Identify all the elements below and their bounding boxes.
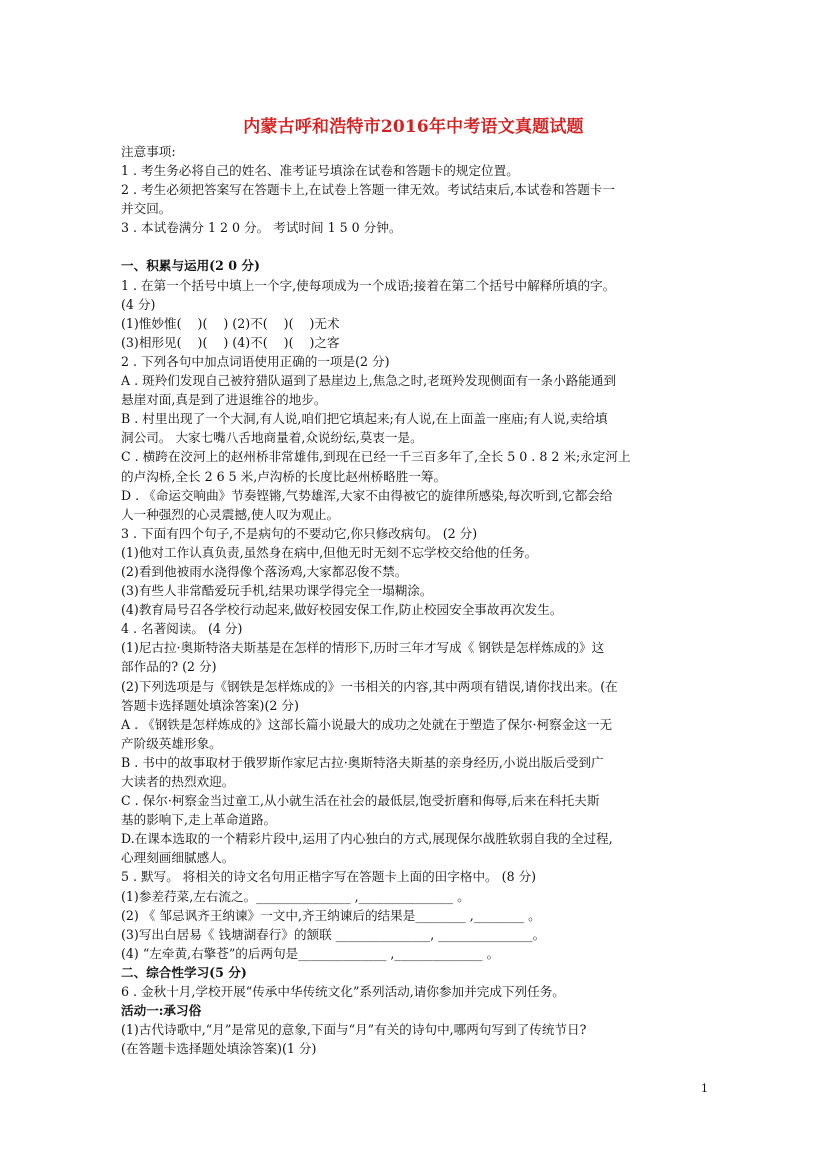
section-heading: 二、综合性学习(5 分): [121, 964, 247, 980]
text-line: 基的影响下,走上革命道路。: [121, 812, 277, 828]
text-line: 注意事项:: [121, 144, 176, 159]
text-line: 洞公司。 大家七嘴八舌地商量着,众说纷纭,莫衷一是。: [121, 430, 423, 446]
text-line: 并交回。: [121, 201, 172, 217]
document-title: 内蒙古呼和浩特市2016年中考语文真题试题: [243, 117, 584, 137]
text-line: 3 . 本试卷满分 1 2 0 分。 考试时间 1 5 0 分钟。: [121, 220, 402, 236]
activity-heading: 活动一:承习俗: [121, 1003, 202, 1019]
text-line: A . 斑羚们发现自己被狩猎队逼到了悬崖边上,焦急之时,老斑羚发现侧面有一条小路能通到: [121, 373, 617, 389]
text-line: B . 书中的故事取材于俄罗斯作家尼古拉·奥斯特洛夫斯基的亲身经历,小说出版后受到广: [121, 754, 604, 770]
text-line: 2 . 考生必须把答案写在答题卡上,在试卷上答题一律无效。考试结束后,本试卷和答题卡一: [121, 182, 615, 198]
spacer: [121, 237, 707, 256]
text-line: (1)尼古拉·奥斯特洛夫斯基是在怎样的情形下,历时三年才写成《 钢铁是怎样炼成的》这: [121, 640, 605, 656]
text-line: 心理刻画细腻感人。: [121, 850, 235, 866]
text-line: (3)有些人非常酷爱玩手机,结果功课学得完全一塌糊涂。: [121, 583, 433, 599]
text-line: A . 《钢铁是怎样炼成的》这部长篇小说最大的成功之处就在于塑造了保尔·柯察金这一无: [121, 716, 613, 732]
text-line: 人一种强烈的心灵震撼,使人叹为观止。: [121, 506, 340, 522]
text-line: (1)古代诗歌中,“月”是常见的意象,下面与“月”有关的诗句中,哪两句写到了传统节日?: [121, 1022, 587, 1038]
text-line: 大读者的热烈欢迎。: [121, 774, 235, 789]
text-line: (2)看到他被雨水浇得像个落汤鸡,大家都忍俊不禁。: [121, 563, 408, 579]
section-heading: 一、积累与运用(2 0 分): [121, 258, 260, 274]
page-number: 1: [701, 1082, 708, 1095]
text-line: 2 . 下列各句中加点词语使用正确的一项是(2 分): [121, 353, 390, 369]
text-line: (3)写出白居易《 钱塘湖春行》的颔联 _______________, _______________。: [121, 926, 546, 942]
text-line: (在答题卡选择题处填涂答案)(1 分): [121, 1041, 317, 1057]
text-line: 产阶级英雄形象。: [121, 735, 222, 751]
text-line: 4 . 名著阅读。 (4 分): [121, 621, 243, 637]
text-line: C . 横跨在洨河上的赵州桥非常雄伟,到现在已经一千三百多年了,全长 5 0 . 8 2 米;永定河上: [121, 449, 631, 465]
document-body: [121, 142, 707, 1058]
text-line: B . 村里出现了一个大洞,有人说,咱们把它填起来;有人说,在上面盖一座庙;有人说,卖给填: [121, 411, 608, 427]
text-line: (3)相形见( )( ) (4)不( )( )之客: [121, 334, 340, 350]
text-line: 答题卡选择题处填涂答案)(2 分): [121, 697, 299, 713]
text-line: C . 保尔·柯察金当过童工,从小就生活在社会的最低层,饱受折磨和侮辱,后来在科托夫斯: [121, 793, 600, 809]
text-line: (4) “左牵黄,右擎苍”的后两句是______________ ,______________ 。: [121, 945, 500, 961]
text-line: (4 分): [121, 296, 156, 312]
text-line: (2) 《 邹忌讽齐王纳谏》一文中,齐王纳谏后的结果是________ ,________ 。: [121, 907, 541, 923]
text-line: 5 . 默写。 将相关的诗文名句用正楷字写在答题卡上面的田字格中。 (8 分): [121, 869, 537, 885]
text-line: (1)参差荇菜,左右流之。_______________ ,_______________ 。: [121, 888, 470, 904]
text-line: (1)惟妙惟( )( ) (2)不( )( )无术: [121, 315, 340, 331]
text-line: 悬崖对面,真是到了进退维谷的地步。: [121, 392, 327, 408]
text-line: (2)下列选项是与《钢铁是怎样炼成的》一书相关的内容,其中两项有错误,请你找出来。(在: [121, 678, 618, 694]
text-line: (4)教育局号召各学校行动起来,做好校园安保工作,防止校园安全事故再次发生。: [121, 602, 563, 618]
text-line: 的卢沟桥,全长 2 6 5 米,卢沟桥的长度比赵州桥略胜一筹。: [121, 468, 447, 484]
text-line: 3 . 下面有四个句子,不是病句的不要动它,你只修改病句。 (2 分): [121, 525, 478, 541]
text-line: D . 《命运交响曲》节奏铿锵,气势雄浑,大家不由得被它的旋律所感染,每次听到,它都会给: [121, 487, 613, 503]
text-line: 1 . 在第一个括号中填上一个字,使每项成为一个成语;接着在第二个括号中解释所填的字。: [121, 277, 616, 293]
text-line: D.在课本选取的一个精彩片段中,运用了内心独白的方式,展现保尔战胜软弱自我的全过程,: [121, 831, 613, 847]
text-line: (1)他对工作认真负责,虽然身在病中,但他无时无刻不忘学校交给他的任务。: [121, 544, 538, 560]
text-line: 6 . 金秋十月,学校开展“传承中华传统文化”系列活动,请你参加并完成下列任务。: [121, 984, 565, 1000]
text-line: 部作品的? (2 分): [121, 659, 217, 675]
text-line: 1 . 考生务必将自己的姓名、准考证号填涂在试卷和答题卡的规定位置。: [121, 163, 519, 179]
